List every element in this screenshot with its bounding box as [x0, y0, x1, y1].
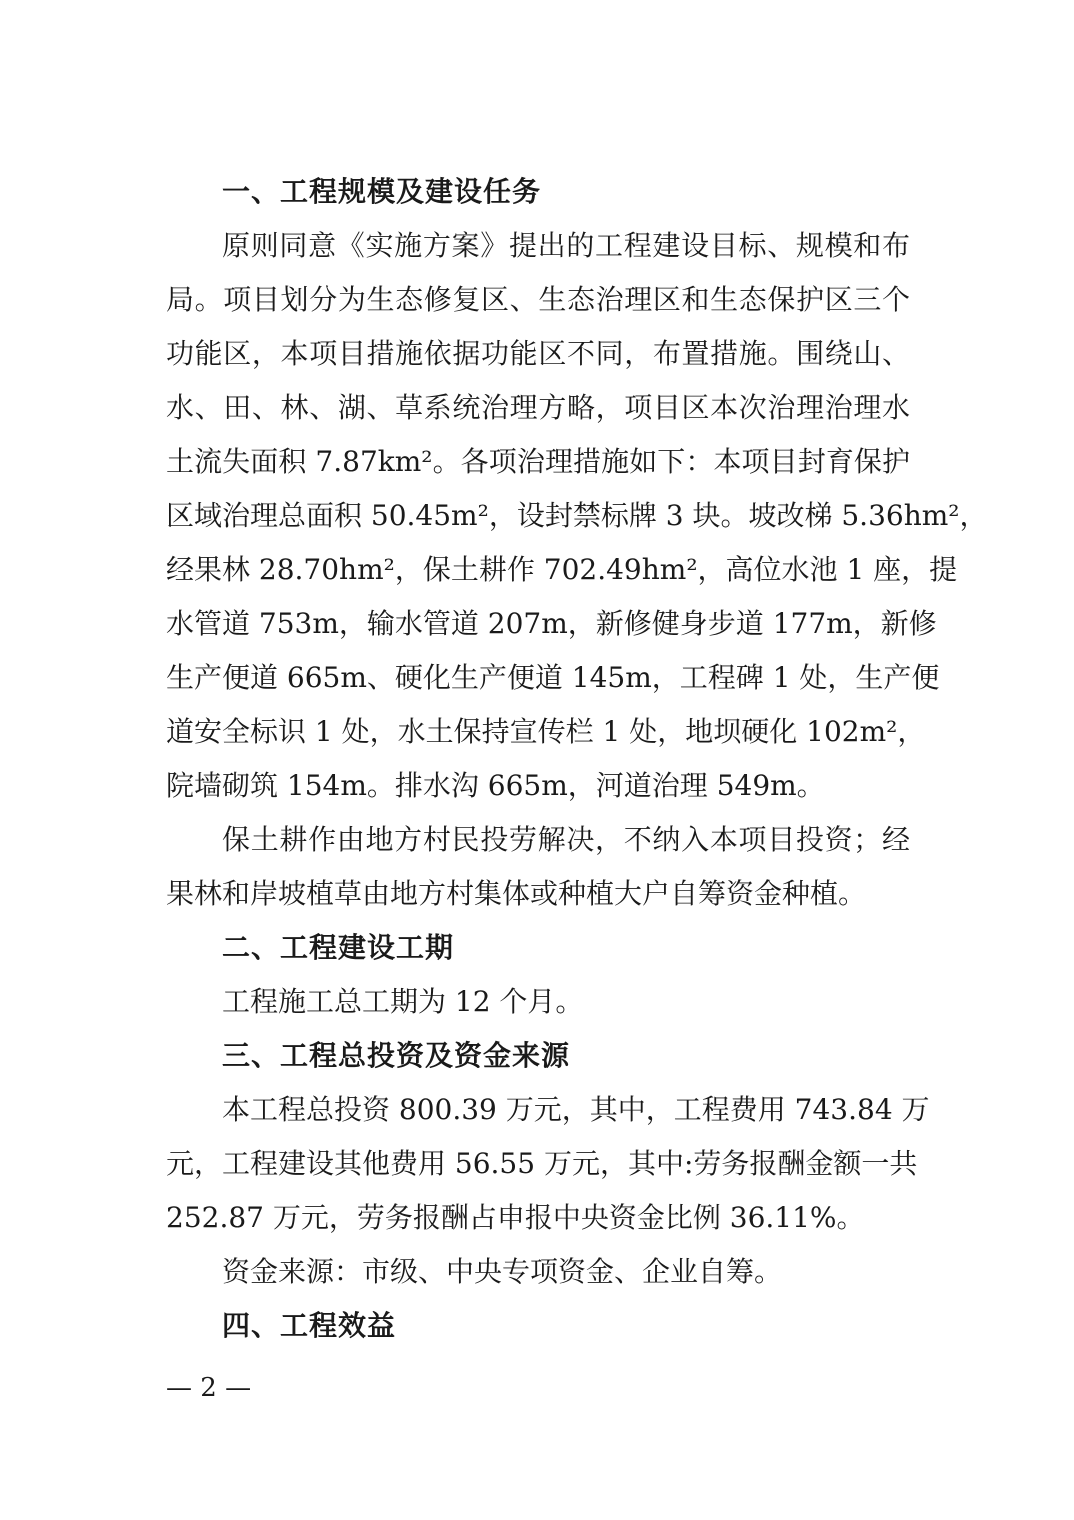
page-number: — 2 —	[166, 1373, 252, 1403]
s1-p1-line: 土流失面积 7.87km²。各项治理措施如下：本项目封育保护	[166, 445, 910, 478]
s1-p1-line: 经果林 28.70hm²，保土耕作 702.49hm²，高位水池 1 座，提	[166, 553, 958, 586]
s1-p1-line: 区域治理总面积 50.45m²，设封禁标牌 3 块。坡改梯 5.36hm²，	[166, 499, 988, 532]
s1-p1-line: 水、田、林、湖、草系统治理方略，项目区本次治理治理水	[166, 391, 910, 424]
section-3-heading: 三、工程总投资及资金来源	[222, 1039, 571, 1072]
s1-p2-line: 保土耕作由地方村民投劳解决，不纳入本项目投资；经	[222, 823, 910, 856]
s1-p1-line: 功能区，本项目措施依据功能区不同，布置措施。围绕山、	[166, 337, 910, 370]
s1-p1-line: 原则同意《实施方案》提出的工程建设目标、规模和布	[222, 229, 910, 262]
s3-p1-line: 252.87 万元，劳务报酬占申报中央资金比例 36.11%。	[166, 1201, 865, 1234]
s2-p1-line: 工程施工总工期为 12 个月。	[222, 985, 584, 1018]
s1-p1-line: 院墙砌筑 154m。排水沟 665m，河道治理 549m。	[166, 769, 825, 802]
section-2-heading: 二、工程建设工期	[222, 931, 455, 964]
s1-p1-line: 水管道 753m，输水管道 207m，新修健身步道 177m，新修	[166, 607, 937, 640]
section-4-heading: 四、工程效益	[222, 1309, 397, 1342]
s3-p1-line: 本工程总投资 800.39 万元，其中，工程费用 743.84 万	[222, 1093, 930, 1126]
s1-p1-line: 生产便道 665m、硬化生产便道 145m，工程碑 1 处，生产便	[166, 661, 940, 694]
s3-p1-line: 元，工程建设其他费用 56.55 万元，其中:劳务报酬金额一共	[166, 1147, 918, 1180]
s3-p2-line: 资金来源：市级、中央专项资金、企业自筹。	[222, 1255, 783, 1288]
s1-p1-line: 局。项目划分为生态修复区、生态治理区和生态保护区三个	[166, 283, 910, 316]
section-1-heading: 一、工程规模及建设任务	[222, 175, 542, 208]
s1-p2-line: 果林和岸坡植草由地方村集体或种植大户自筹资金种植。	[166, 877, 867, 910]
s1-p1-line: 道安全标识 1 处，水土保持宣传栏 1 处，地坝硬化 102m²，	[166, 715, 926, 748]
